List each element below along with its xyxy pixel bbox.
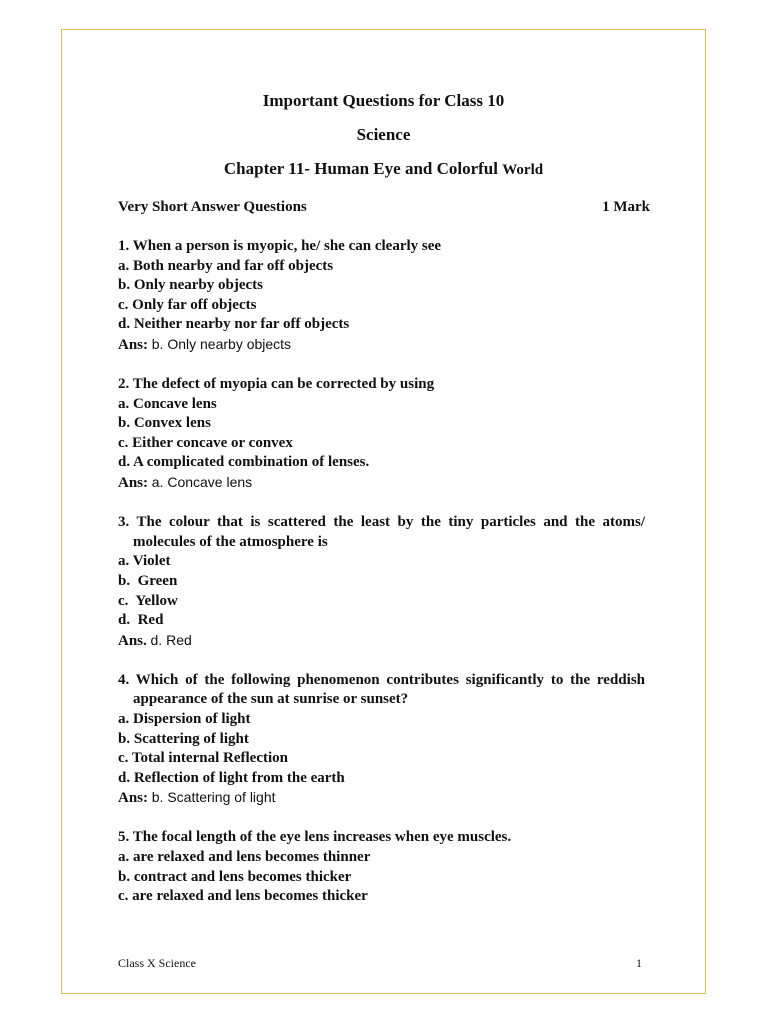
chapter-title: [61, 159, 706, 179]
answer-label: Ans:: [118, 475, 149, 492]
question-5: [118, 828, 645, 906]
option-a: a. Concave lens: [118, 395, 217, 412]
answer-value: b. Only nearby objects: [151, 335, 292, 352]
question-text: 2. The defect of myopia can be corrected by using: [118, 376, 435, 393]
page-footer: [118, 956, 642, 971]
chapter-title-main: Chapter 11- Human Eye and Colorful: [223, 159, 498, 178]
answer-label: Ans.: [118, 632, 147, 649]
answer-line: [118, 335, 645, 356]
document-title: Important Questions for Class 10: [262, 91, 505, 110]
question-text: 1. When a person is myopic, he/ she can clearly see: [118, 238, 442, 254]
answer-value: a. Concave lens: [151, 474, 253, 491]
option-b: b. Green: [118, 572, 178, 589]
question-list: [118, 237, 645, 926]
option-d: d. Reflection of light from the earth: [118, 769, 345, 786]
option-b: b. contract and lens becomes thicker: [118, 868, 352, 885]
option-a: a. Dispersion of light: [118, 710, 251, 727]
option-d: d. A complicated combination of lenses.: [118, 454, 370, 471]
question-1: [118, 237, 645, 356]
option-d: d. Red: [118, 612, 164, 629]
section-marks: 1 Mark: [602, 199, 650, 215]
option-a: a. Violet: [118, 553, 171, 570]
option-b: b. Scattering of light: [118, 730, 249, 747]
question-3: [118, 513, 645, 651]
subject-title: Science: [356, 125, 411, 144]
option-c: c. Only far off objects: [118, 296, 257, 313]
question-text: 5. The focal length of the eye lens increases when eye muscles.: [118, 829, 512, 846]
question-text: 3. The colour that is scattered the least by the tiny particles and the atoms/ molecules of the atmosphere is: [118, 514, 645, 550]
question-text: 4. Which of the following phenomenon contributes significantly to the reddish appearance of the sun at sunrise or sunset?: [118, 671, 645, 708]
chapter-title-tail: World: [502, 162, 544, 178]
question-2: [118, 375, 645, 494]
answer-value: d. Red: [150, 631, 192, 648]
section-heading-row: [118, 199, 650, 216]
page-number: 1: [636, 956, 642, 970]
answer-label: Ans:: [118, 336, 149, 353]
option-c: c. Either concave or convex: [118, 434, 293, 451]
answer-line: [118, 473, 645, 494]
option-a: a. are relaxed and lens becomes thinner: [118, 849, 371, 866]
option-d: d. Neither nearby nor far off objects: [118, 316, 350, 333]
question-4: [118, 671, 645, 809]
answer-value: b. Scattering of light: [151, 789, 276, 806]
option-b: b. Only nearby objects: [118, 277, 264, 294]
option-c: c. are relaxed and lens becomes thicker: [118, 888, 368, 905]
option-c: c. Total internal Reflection: [118, 750, 288, 767]
option-b: b. Convex lens: [118, 415, 211, 432]
option-c: c. Yellow: [118, 592, 178, 609]
answer-line: [118, 788, 645, 809]
footer-label: Class X Science: [118, 956, 196, 970]
answer-label: Ans:: [118, 790, 149, 807]
option-a: a. Both nearby and far off objects: [118, 257, 334, 274]
section-heading: Very Short Answer Questions: [118, 199, 307, 215]
answer-line: [118, 631, 645, 652]
